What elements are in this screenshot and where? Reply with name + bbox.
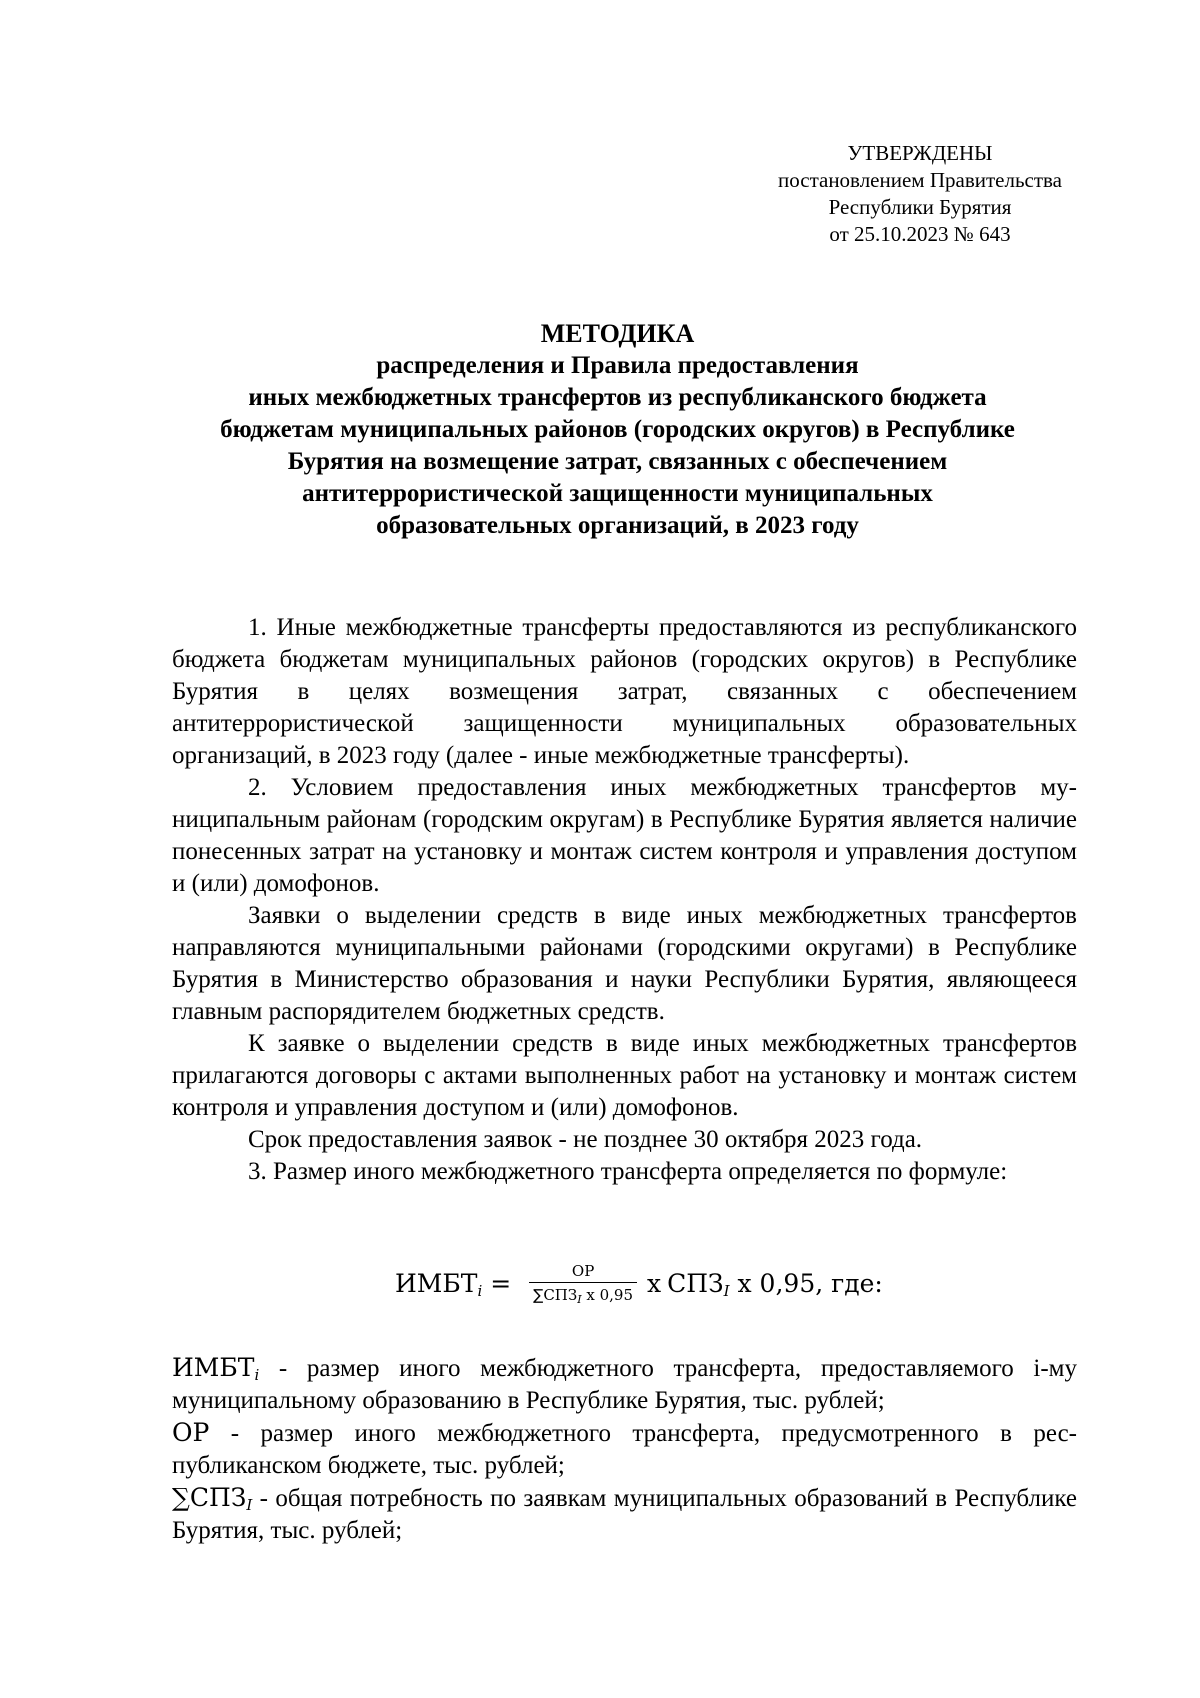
document-title bbox=[160, 318, 1075, 542]
fraction-numerator: ОР bbox=[571, 1262, 595, 1280]
formula-times: x bbox=[647, 1268, 662, 1298]
title-line: образовательных организаций, в 2023 году bbox=[376, 512, 859, 539]
definition-item: $ИМБТ_i$ - размер иного межбюджетного трансферта, предоставляемого i-му муниципальному образованию в Республике Бурятия, тыс. рублей; bbox=[172, 1353, 1077, 1414]
paragraph: 2. Условием предоставления иных межбюджетных трансфертов муниципальным районам (городским округам) в Республике Бурятия является наличие понесенных затрат на установку и монтаж систем контроля и управления доступом и (или) домофонов. bbox=[172, 774, 1077, 897]
title-line: бюджетам муниципальных районов (городских округов) в Республике bbox=[220, 416, 1015, 443]
title-line: Бурятия на возмещение затрат, связанных с обеспечением bbox=[287, 448, 948, 475]
paragraph: Срок предоставления заявок - не позднее 30 октября 2023 года. bbox=[248, 1126, 923, 1153]
formula bbox=[395, 1253, 883, 1313]
title-main: МЕТОДИКА bbox=[540, 319, 695, 348]
formula-rhs: $СПЗ_I$ x 0,95, где: bbox=[667, 1268, 883, 1300]
approval-stamp bbox=[740, 140, 1100, 248]
formula-equals: = bbox=[490, 1268, 512, 1298]
definition-item: ОР - размер иного межбюджетного трансферта, предусмотренного в республиканском бюджете, тыс. рублей; bbox=[172, 1418, 1077, 1479]
definition-item: $\sum СПЗ_I$ - общая потребность по заявкам муниципальных образований в Республике Бурятия, тыс. рублей; bbox=[172, 1483, 1077, 1544]
definition-term: $\sum СПЗ_I$ bbox=[172, 1483, 253, 1514]
definition-term: ОР bbox=[172, 1418, 210, 1447]
approval-line: Республики Бурятия bbox=[828, 195, 1012, 219]
document-body bbox=[172, 612, 1077, 1188]
formula-lhs: $ИМБТ_i$ bbox=[395, 1268, 483, 1300]
paragraph: Заявки о выделении средств в виде иных межбюджетных трансфертов направляются муниципальными районами (городскими округами) в Республике Бурятия в Министерство образования и науки Республики Бурятия, являющееся главным распорядителем бюджетных средств. bbox=[172, 902, 1077, 1025]
title-line: распределения и Правила предоставления bbox=[376, 352, 859, 379]
formula-definitions bbox=[172, 1352, 1077, 1547]
definition-term: $ИМБТ_i$ bbox=[172, 1353, 260, 1384]
paragraph: К заявке о выделении средств в виде иных межбюджетных трансфертов прилагаются договоры с актами выполненных работ на установку и монтаж систем контроля и управления доступом и (или) домофонов. bbox=[172, 1030, 1077, 1121]
approval-date: от 25.10.2023 № 643 bbox=[829, 222, 1011, 246]
title-line: антитеррористической защищенности муниципальных bbox=[302, 480, 933, 507]
paragraph: 3. Размер иного межбюджетного трансферта определяется по формуле: bbox=[248, 1158, 1008, 1185]
approval-heading: УТВЕРЖДЕНЫ bbox=[847, 141, 993, 165]
paragraph: 1. Иные межбюджетные трансферты предоставляются из республиканского бюджета бюджетам муниципальных районов (городских округов) в Республике Бурятия в целях возмещения затрат, связанных с обеспечением антитеррористической защищенности муниципальных образовательных организаций, в 2023 году (далее - иные межбюджетные трансферты). bbox=[172, 614, 1077, 769]
formula-fraction bbox=[529, 1262, 637, 1304]
approval-line: постановлением Правительства bbox=[777, 168, 1062, 192]
title-line: иных межбюджетных трансфертов из республиканского бюджета bbox=[248, 384, 987, 411]
fraction-denominator: $\sum СПЗ_I$ x 0,95 bbox=[529, 1282, 637, 1304]
